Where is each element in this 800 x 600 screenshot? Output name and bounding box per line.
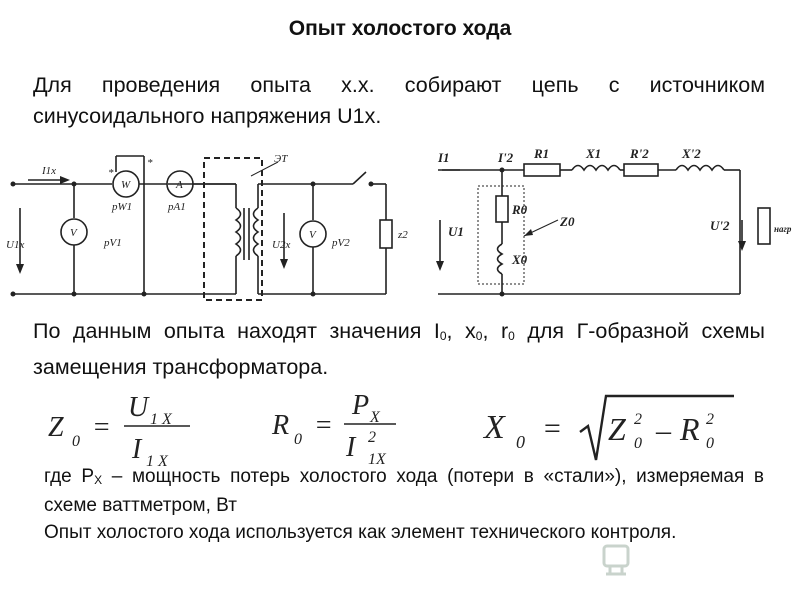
para2-sub1: 0 <box>439 329 447 343</box>
z0-denominator-sub: 1 X <box>146 453 168 470</box>
second-paragraph <box>33 316 765 383</box>
source-voltage-label: U1x <box>6 239 25 251</box>
svg-text:=: = <box>314 410 333 441</box>
svg-text:*: * <box>147 157 153 169</box>
x0-label: X0 <box>512 252 528 267</box>
voltmeter1-label: pV1 <box>104 237 122 249</box>
x1-label: X1 <box>586 146 602 161</box>
u2x-label: U2x <box>272 239 291 251</box>
para2-mid2: , r <box>482 319 509 343</box>
voltmeter1-symbol: V <box>70 227 77 239</box>
note-sub: X <box>94 473 103 487</box>
r0-lhs-sub: 0 <box>294 431 302 448</box>
r0-label: R0 <box>512 202 528 217</box>
load-label: нагр <box>774 224 792 234</box>
voltmeter2-label: pV2 <box>332 237 350 249</box>
closing-paragraph: Опыт холостого хода используется как элемент технического контроля. <box>44 522 677 543</box>
ammeter-symbol: A <box>176 179 183 191</box>
ammeter-label: pA1 <box>168 201 186 213</box>
wattmeter-symbol: W <box>121 179 131 191</box>
u1-label: U1 <box>448 224 464 239</box>
para2-sub2: 0 <box>475 329 483 343</box>
r0-lhs: R <box>272 410 290 441</box>
x0-z-sub: 0 <box>634 435 642 452</box>
watermark-icon <box>600 542 632 578</box>
x0-lhs: X <box>484 409 505 446</box>
svg-text:*: * <box>108 167 114 179</box>
note-rest: – мощность потерь холостого хода (потери в «стали»), измеряемая в схеме ваттметром, Вт <box>44 466 765 516</box>
test-circuit-diagram <box>8 148 408 310</box>
formula-z0 <box>48 388 218 470</box>
para2-mid1: , x <box>446 319 476 343</box>
r0-denominator-sup: 2 <box>368 429 376 446</box>
z0-numerator-sub: 1 X <box>150 411 172 428</box>
para2-sub3: 0 <box>508 329 515 343</box>
x0-r-sup: 2 <box>706 411 714 428</box>
svg-text:–: – <box>656 414 671 447</box>
z0-label: Z0 <box>560 214 575 229</box>
para2-before: По данным опыта находят значения I <box>33 319 440 343</box>
r2-label: R'2 <box>630 146 649 161</box>
r0-denominator-sub: 1X <box>368 451 386 468</box>
z0-lhs: Z <box>48 412 64 443</box>
note-prefix: где P <box>44 466 95 487</box>
svg-text:=: = <box>92 412 111 443</box>
note-paragraph <box>44 464 764 519</box>
x0-z: Z <box>608 411 626 447</box>
z0-denominator: I <box>132 434 142 465</box>
x0-lhs-sub: 0 <box>516 432 525 452</box>
para2-after: для Г-образной схемы замещения трансформатора. <box>33 319 765 379</box>
r0-denominator: I <box>346 432 356 463</box>
z0-numerator: U <box>128 392 149 423</box>
svg-text:=: = <box>542 412 563 445</box>
x2-label: X'2 <box>682 146 701 161</box>
formula-x0 <box>484 386 784 466</box>
r0-numerator-sub: X <box>370 409 380 426</box>
wattmeter-label: pW1 <box>112 201 133 213</box>
r0-numerator: P <box>352 390 370 421</box>
x0-r-sub: 0 <box>706 435 714 452</box>
equivalent-circuit-diagram <box>420 140 800 302</box>
voltmeter2-symbol: V <box>309 229 316 241</box>
x0-r: R <box>680 411 700 447</box>
et-label: ЭТ <box>274 153 288 165</box>
z2-label: z2 <box>398 229 408 241</box>
r1-label: R1 <box>534 146 550 161</box>
z0-lhs-sub: 0 <box>72 433 80 450</box>
current-label: I1x <box>42 165 57 177</box>
x0-z-sup: 2 <box>634 411 642 428</box>
page-title: Опыт холостого хода <box>288 17 512 40</box>
i1-label: I1 <box>438 150 450 165</box>
i2-label: I'2 <box>498 150 514 165</box>
u2-label: U'2 <box>710 218 730 233</box>
intro-paragraph: Для проведения опыта х.х. собирают цепь с источником синусоидального напряжения U1х. <box>33 73 765 128</box>
formula-r0 <box>272 388 412 466</box>
